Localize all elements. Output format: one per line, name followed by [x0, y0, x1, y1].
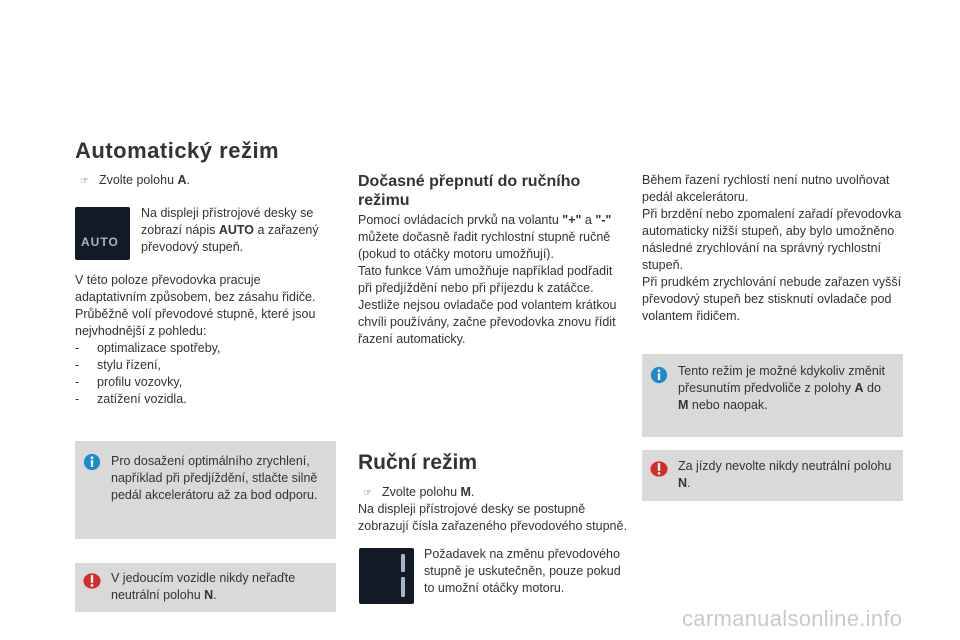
warning-icon	[83, 572, 101, 590]
auto-mode-paragraph: V této poloze převodovka pracuje adaptativním způsobem, bez zásahu řidiče. Průběžně volí převodové stupně, které jsou nejvhodnější z pohledu:	[75, 273, 316, 338]
step-select-m: ☞ Zvolte polohu M.	[363, 485, 475, 499]
manual-note: Požadavek na změnu převodového stupně je uskutečněn, pouze pokud to umožní otáčky motoru.	[424, 547, 621, 595]
list-item: - zatížení vozidla.	[75, 392, 187, 406]
warning-box-neutral: V jedoucím vozidle nikdy neřaďte neutrální polohu N.	[75, 563, 336, 612]
gear-indicator-bar	[401, 577, 405, 597]
key-m: M	[460, 485, 471, 499]
section-title-temporary-manual: Dočasné přepnutí do ručního režimu	[358, 173, 581, 209]
section-title-manual: Ruční režim	[358, 451, 478, 474]
warning-box-neutral-driving: Za jízdy nevolte nikdy neutrální polohu N.	[642, 450, 903, 501]
pointing-hand-icon: ☞	[363, 488, 372, 499]
acceleration-notes: Během řazení rychlostí není nutno uvolňovat pedál akcelerátoru. Při brzdění nebo zpomalení zařadí převodovka automaticky nižší stupeň, aby bylo umožněno následné zrychlování na správný rychlostní stupeň. Při prudkém zrychlování nebude zařazen vyšší převodový stupeň bez stisknutí ovladače pod volantem řidičem.	[642, 173, 902, 323]
info-icon	[650, 366, 668, 384]
manual-gear-display	[359, 548, 414, 604]
auto-display-description: Na displeji přístrojové desky se zobrazí nápis AUTO a zařazený převodový stupeň.	[141, 206, 319, 254]
list-item: - profilu vozovky,	[75, 375, 183, 389]
step-select-a: ☞ Zvolte polohu A.	[80, 173, 191, 187]
pointing-hand-icon: ☞	[80, 176, 89, 187]
temporary-manual-paragraph: Pomocí ovládacích prvků na volantu "+" a "-" můžete dočasně řadit rychlostní stupně ručně (pokud to otáčky motoru umožňují). Tato funkce Vám umožňuje například podřadit při předjíždění nebo při příjezdu k zatáčce. Jestliže nejsou ovladače pod volantem krátkou chvíli používány, začne převodovka znovu řídit řazení automaticky.	[358, 213, 617, 346]
info-box-mode-change: Tento režim je možné kdykoliv změnit přesunutím předvoliče z polohy A do M nebo naopak.	[642, 354, 903, 437]
info-box-text: Pro dosažení optimálního zrychlení, například při předjíždění, stlačte silně pedál akcelerátoru až za bod odporu.	[111, 454, 318, 502]
gear-indicator-bar	[401, 554, 405, 572]
auto-display	[75, 207, 130, 260]
list-item: - stylu řízení,	[75, 358, 161, 372]
auto-display-label: AUTO	[81, 235, 119, 249]
manual-display-paragraph: Na displeji přístrojové desky se postupně zobrazují čísla zařazeného převodového stupně.	[358, 502, 627, 533]
info-box-acceleration	[75, 441, 336, 539]
page-title: Automatický režim	[75, 138, 280, 163]
list-item: - optimalizace spotřeby,	[75, 341, 221, 355]
criteria-list	[75, 340, 333, 408]
info-icon	[83, 453, 101, 471]
warning-icon	[650, 460, 668, 478]
key-a: A	[177, 173, 187, 187]
watermark: carmanualsonline.info	[682, 606, 903, 631]
